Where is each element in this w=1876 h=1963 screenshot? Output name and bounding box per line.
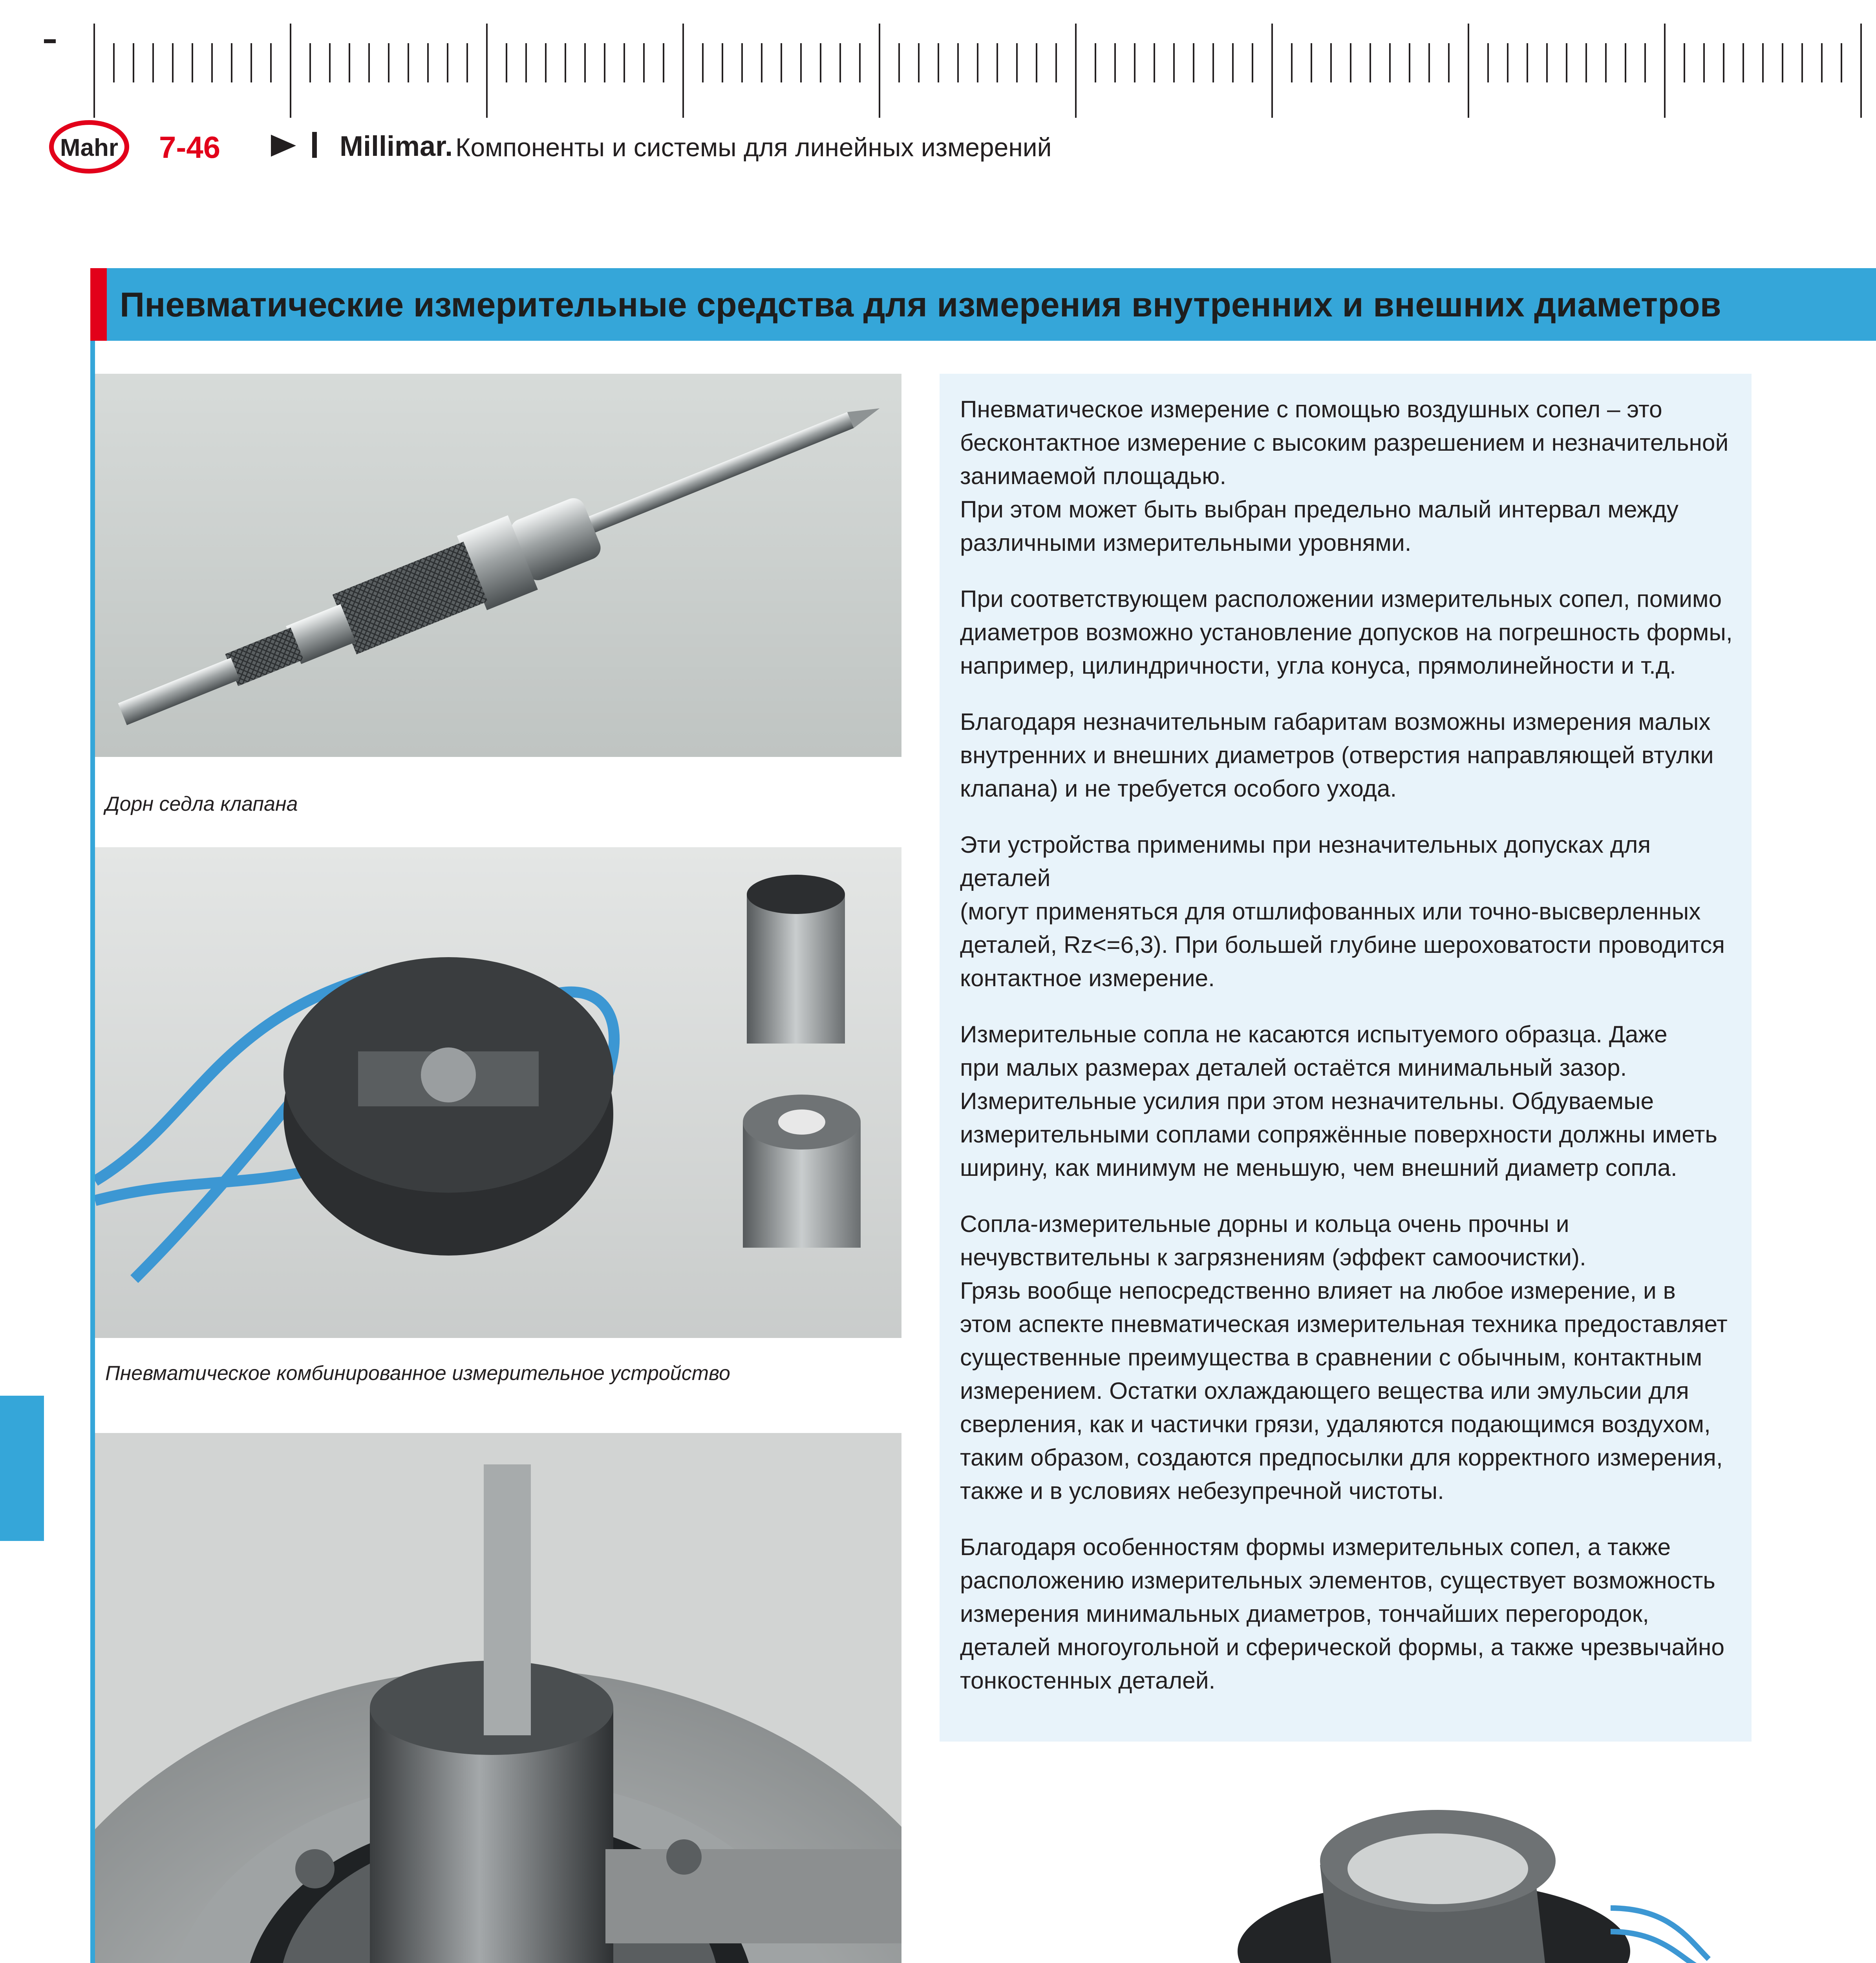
body-line: измерением. Остатки охлаждающего вещества или эмульсии для [960, 1377, 1689, 1404]
body-line: ширину, как минимум не меньшую, чем внешний диаметр сопла. [960, 1154, 1677, 1181]
body-line: Благодаря незначительным габаритам возможны измерения малых [960, 708, 1711, 735]
page-number: 7-46 [159, 130, 221, 164]
body-line: различными измерительными уровнями. [960, 529, 1412, 556]
body-paragraph [960, 1018, 1737, 1184]
body-text [960, 393, 1737, 1720]
side-tab-marker [0, 1396, 44, 1541]
body-line: расположению измерительных элементов, существует возможность [960, 1567, 1715, 1594]
body-line: Благодаря особенностям формы измерительных сопел, а также [960, 1533, 1671, 1560]
body-line: при малых размерах деталей остаётся минимальный зазор. [960, 1054, 1627, 1081]
section-title: Пневматические измерительные средства для измерения внутренних и внешних диаметров [120, 285, 1721, 324]
page-ruler [0, 0, 1876, 130]
body-line: нечувствительны к загрязнениям (эффект самоочистки). [960, 1244, 1586, 1270]
header-divider [312, 132, 317, 158]
play-arrow-icon [271, 135, 296, 157]
body-line: клапана) и не требуется особого ухода. [960, 775, 1397, 802]
body-line: Измерительные усилия при этом незначительны. Обдуваемые [960, 1088, 1654, 1114]
body-line: измерительными соплами сопряжённые поверхности должны иметь [960, 1121, 1717, 1148]
body-line: существенные преимущества в сравнении с обычным, контактным [960, 1344, 1702, 1371]
body-line: Сопла-измерительные дорны и кольца очень прочны и [960, 1210, 1569, 1237]
photo-valve-seat-plug [95, 374, 901, 757]
logo-text: Mahr [60, 134, 119, 161]
body-line: например, цилиндричности, угла конуса, прямолинейности и т.д. [960, 652, 1676, 679]
body-line: (могут применяться для отшлифованных или точно-высверленных [960, 898, 1701, 925]
body-paragraph [960, 582, 1737, 682]
body-paragraph [960, 705, 1737, 805]
header-subtitle: Компоненты и системы для линейных измерений [455, 133, 1052, 162]
body-line: При соответствующем расположении измерительных сопел, помимо [960, 585, 1722, 612]
mahr-logo [49, 118, 130, 176]
body-line: диаметров возможно установление допусков на погрешность формы, [960, 619, 1733, 645]
body-paragraph [960, 1207, 1737, 1508]
caption-photo-1: Дорн седла клапана [105, 793, 298, 815]
body-paragraph [960, 1530, 1737, 1697]
photo-combined-device [95, 847, 901, 1338]
body-line: также и в условиях небезупречной чистоты. [960, 1477, 1444, 1504]
body-line: таким образом, создаются предпосылки для корректного измерения, [960, 1444, 1723, 1471]
header-brand: Millimar. [340, 131, 453, 162]
body-line: измерения минимальных диаметров, тончайших перегородок, [960, 1600, 1649, 1627]
body-line: При этом может быть выбран предельно малый интервал между [960, 496, 1679, 523]
body-line: контактное измерение. [960, 965, 1215, 991]
corner-mark [44, 39, 56, 43]
photo-floating-nozzle-plug [95, 1433, 901, 1963]
body-line: деталей многоугольной и сферической формы, а также чрезвычайно [960, 1634, 1725, 1660]
body-paragraph [960, 393, 1737, 559]
caption-photo-2: Пневматическое комбинированное измерительное устройство [105, 1362, 730, 1385]
body-line: тонкостенных деталей. [960, 1667, 1216, 1694]
frame-left-line [90, 341, 95, 1963]
body-line: бесконтактное измерение с высоким разрешением и незначительной [960, 429, 1729, 456]
body-line: этом аспекте пневматическая измерительная техника предоставляет [960, 1310, 1728, 1337]
body-line: сверления, как и частички грязи, удаляются подающимся воздухом, [960, 1411, 1711, 1437]
body-line: занимаемой площадью. [960, 462, 1227, 489]
body-line: внутренних и внешних диаметров (отверстия направляющей втулки [960, 742, 1714, 768]
body-line: деталей, Rz<=6,3). При большей глубине шероховатости проводится [960, 931, 1725, 958]
body-line: Грязь вообще непосредственно влияет на любое измерение, и в [960, 1277, 1676, 1304]
body-line: Измерительные сопла не касаются испытуемого образца. Даже [960, 1021, 1668, 1047]
photo-nozzle-ring [943, 1782, 1747, 1963]
section-title-accent [90, 268, 107, 341]
body-line: Эти устройства применимы при незначительных допусках для деталей [960, 831, 1651, 891]
body-line: Пневматическое измерение с помощью воздушных сопел – это [960, 396, 1662, 422]
body-paragraph [960, 828, 1737, 995]
